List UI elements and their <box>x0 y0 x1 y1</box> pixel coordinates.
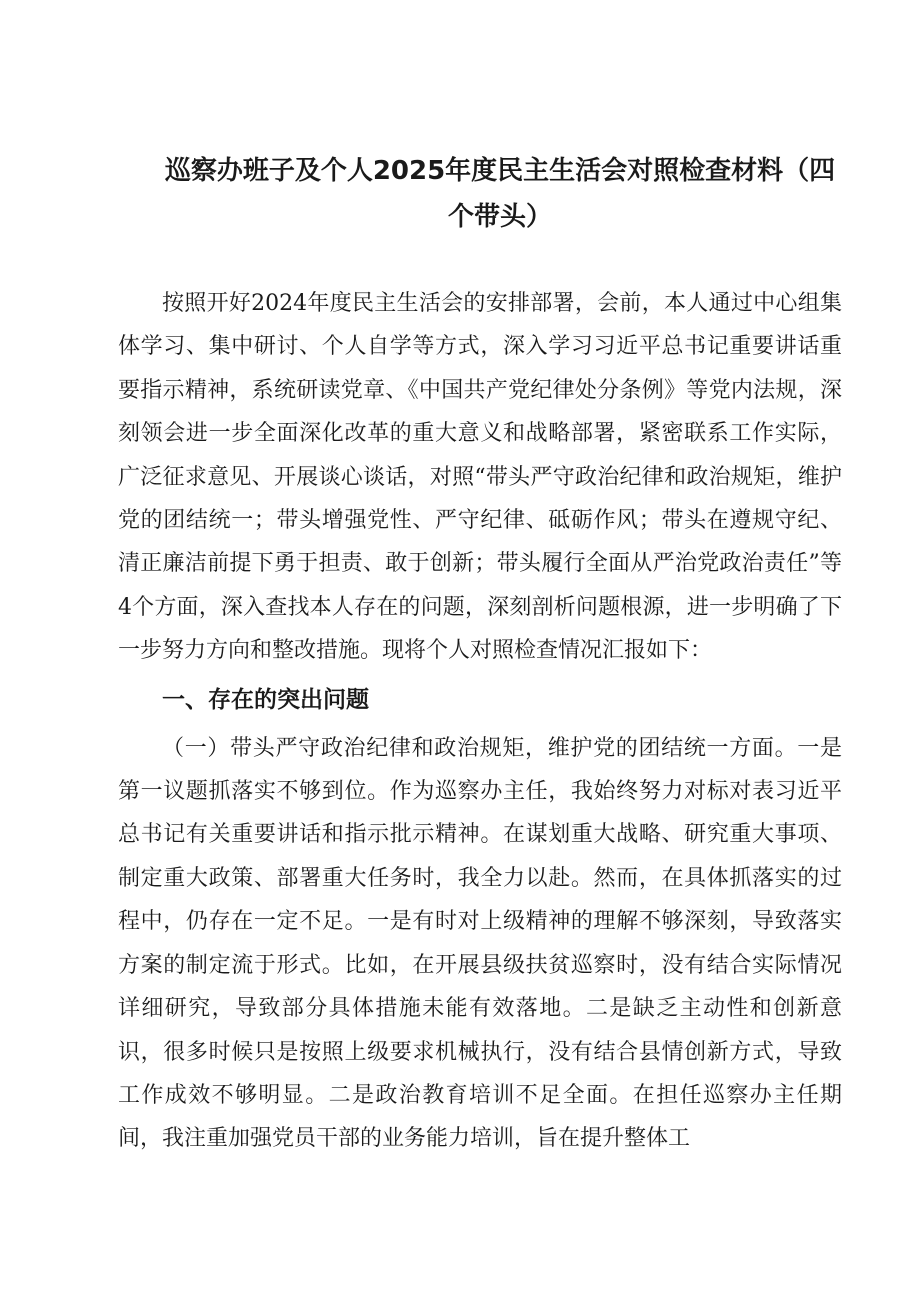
document-title: 巡察办班子及个人2025年度民主生活会对照检查材料（四个带头） <box>164 156 836 232</box>
intro-paragraph: 按照开好2024年度民主生活会的安排部署，会前，本人通过中心组集体学习、集中研讨、个人自学等方式，深入学习习近平总书记重要讲话重要指示精神，系统研读党章、《中国共产党纪律处分条例》等党内法规，深刻领会进一步全面深化改革的重大意义和战略部署，紧密联系工作实际，广泛征求意见、开展谈心谈话，对照“带头严守政治纪律和政治规矩，维护党的团结统一；带头增强党性、严守纪律、砥砺作风；带头在遵规守纪、清正廉洁前提下勇于担责、敢于创新；带头履行全面从严治党政治责任”等4个方面，深入查找本人存在的问题，深刻剖析问题根源，进一步明确了下一步努力方向和整改措施。现将个人对照检查情况汇报如下： <box>118 291 842 664</box>
section-paragraph: （一）带头严守政治纪律和政治规矩，维护党的团结统一方面。一是第一议题抓落实不够到位。作为巡察办主任，我始终努力对标对表习近平总书记有关重要讲话和指示批示精神。在谋划重大战略、研究重大事项、制定重大政策、部署重大任务时，我全力以赴。然而，在具体抓落实的过程中，仍存在一定不足。一是有时对上级精神的理解不够深刻，导致落实方案的制定流于形式。比如，在开展县级扶贫巡察时，没有结合实际情况详细研究，导致部分具体措施未能有效落地。二是缺乏主动性和创新意识，很多时候只是按照上级要求机械执行，没有结合县情创新方式，导致工作成效不够明显。二是政治教育培训不足全面。在担任巡察办主任期间，我注重加强党员干部的业务能力培训，旨在提升整体工 <box>118 735 842 1152</box>
section-heading: 一、存在的突出问题 <box>162 686 369 713</box>
document-body <box>118 282 842 1161</box>
